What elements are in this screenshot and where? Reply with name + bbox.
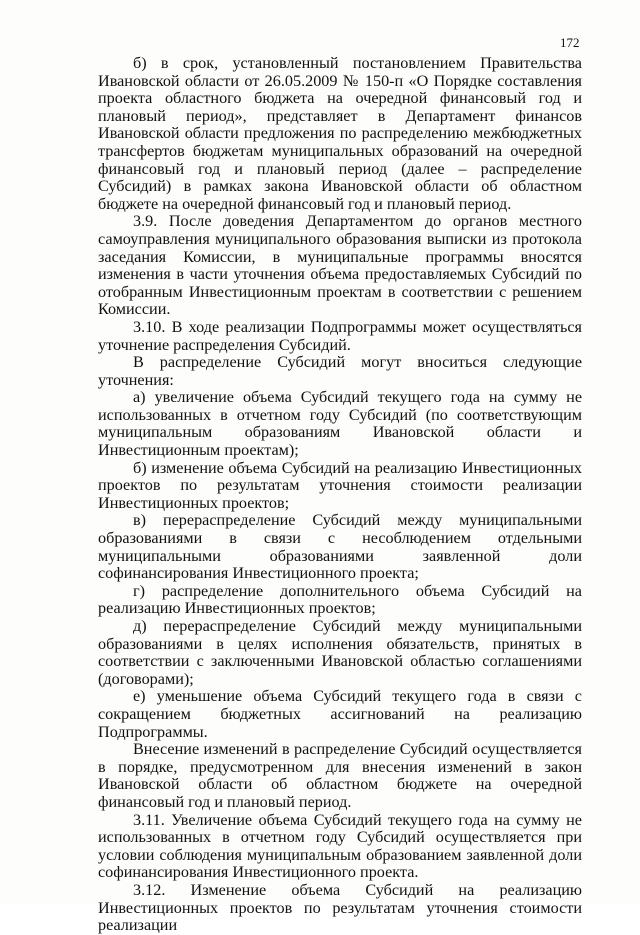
paragraph-3-9: 3.9. После доведения Департаментом до органов местного самоуправления муниципального образования выписки из протокола заседания Комиссии, в муниципальные программы вносятся изменения в части уточнения объема предоставляемых Субсидий по отобранным Инвестиционным проектам в соответствии с решением Комиссии. (98, 212, 582, 319)
list-item-e: е) уменьшение объема Субсидий текущего года в связи с сокращением бюджетных ассигнований на реализацию Подпрограммы. (98, 687, 582, 741)
list-item-d: д) перераспределение Субсидий между муниципальными образованиями в целях исполнения обязательств, принятых в соответствии с заключенными Ивановской областью соглашениями (договорами); (98, 617, 582, 688)
paragraph-submission-deadline: б) в срок, установленный постановлением Правительства Ивановской области от 26.05.2009 № 150-п «О Порядке составления проекта областного бюджета на очередной финансовый год и плановый период», представляет в Департамент финансов Ивановской области предложения по распределению межбюджетных трансфертов бюджетам муниципальных образований на очередной финансовый год и плановый период (далее – распределение Субсидий) в рамках закона Ивановской области об областном бюджете на очередной финансовый год и плановый период. (98, 54, 582, 213)
paragraph-amendment-procedure: Внесение изменений в распределение Субсидий осуществляется в порядке, предусмотренном для внесения изменений в закон Ивановской области об областном бюджете на очередной финансовый год и плановый период. (98, 740, 582, 811)
list-item-a: а) увеличение объема Субсидий текущего года на сумму не использованных в отчетном году Субсидий (по соответствующим муниципальным образованиям Ивановской области и Инвестиционным проектам); (98, 388, 582, 460)
paragraph-adjustments-intro: В распределение Субсидий могут вноситься следующие уточнения: (98, 353, 582, 389)
paragraph-3-11: 3.11. Увеличение объема Субсидий текущего года на сумму не использованных в отчетном году Субсидий осуществляется при условии соблюдения муниципальным образованием заявленной доли софинансирования Инвестиционного проекта. (98, 810, 582, 882)
document-body (98, 55, 582, 935)
page-number: 172 (560, 35, 580, 50)
list-item-b: б) изменение объема Субсидий на реализацию Инвестиционных проектов по результатам уточнения стоимости реализации Инвестиционных проектов; (98, 458, 582, 512)
paragraph-3-12: 3.12. Изменение объема Субсидий на реализацию Инвестиционных проектов по результатам уточнения стоимости реализации (98, 880, 582, 935)
list-item-v: в) перераспределение Субсидий между муниципальными образованиями в связи с несоблюдением отдельными муниципальными образованиями заявленной доли софинансирования Инвестиционного проекта; (98, 511, 582, 583)
paragraph-3-10: 3.10. В ходе реализации Подпрограммы может осуществляться уточнение распределения Субсидий. (98, 317, 582, 354)
list-item-g: г) распределение дополнительного объема Субсидий на реализацию Инвестиционных проектов; (98, 581, 582, 618)
